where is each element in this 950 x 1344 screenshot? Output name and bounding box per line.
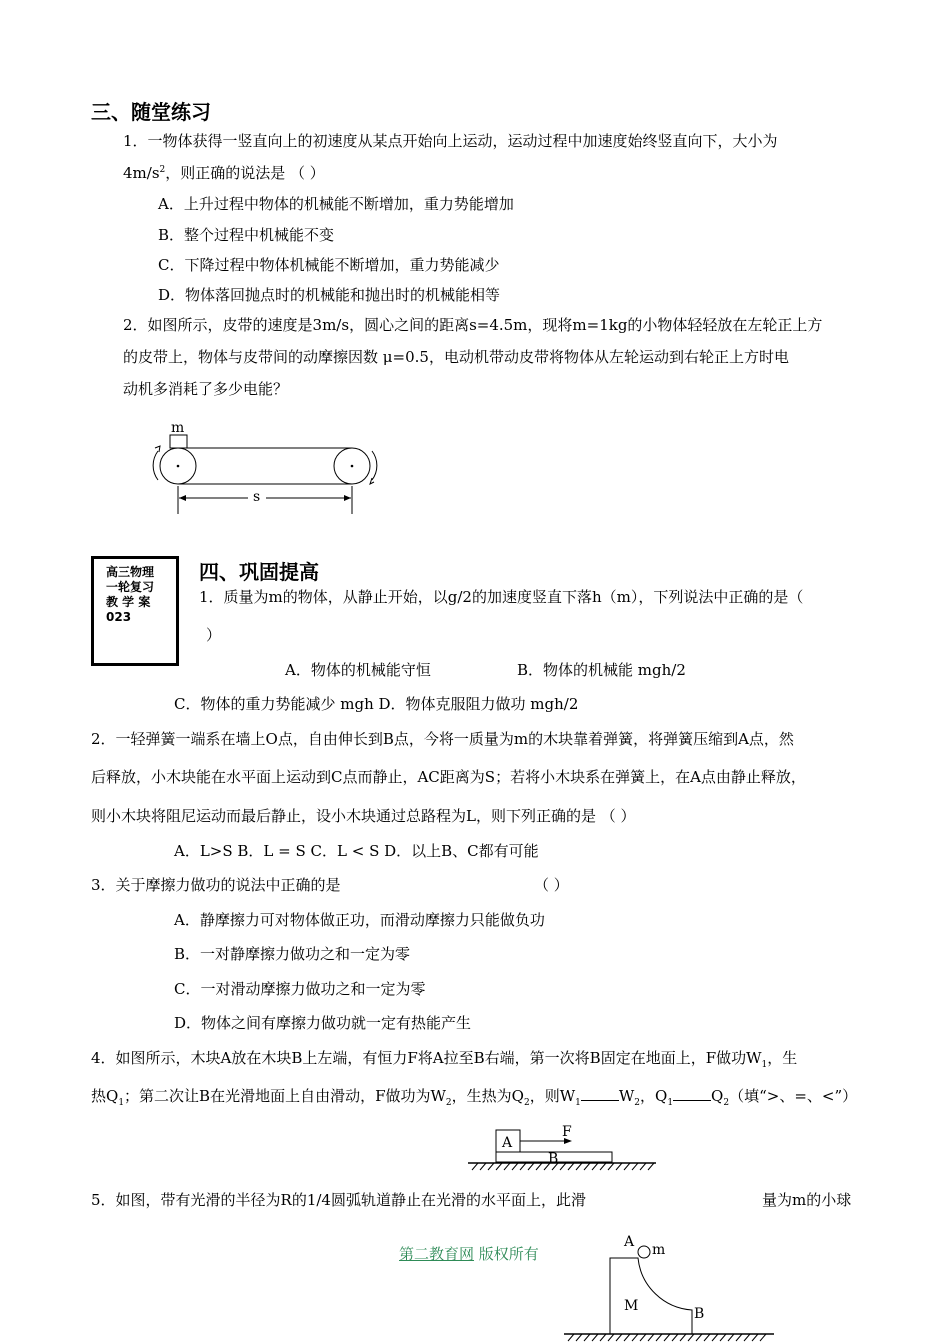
- s3-q1-option-b: B．整个过程中机械能不变: [158, 226, 335, 244]
- right-arrow-head: [370, 478, 374, 484]
- stamp-line-1: 高三物理: [106, 565, 155, 579]
- s4-q3-option-b: B．一对静摩擦力做功之和一定为零: [174, 945, 411, 963]
- footer-copyright: [399, 1243, 539, 1264]
- block-b-label: B: [548, 1151, 559, 1167]
- s4-q2-line3: 则小木块将阻尼运动而最后静止，设小木块通过总路程为L，则下列正确的是 （ ）: [91, 807, 636, 825]
- s4-q3-option-a: A．静摩擦力可对物体做正功，而滑动摩擦力只能做负功: [174, 911, 545, 929]
- ground-hatch: [472, 1163, 654, 1170]
- small-ball: [638, 1246, 650, 1258]
- answer-blank-w[interactable]: [581, 1086, 619, 1101]
- arc-track-diagram: [560, 1228, 780, 1344]
- dim-arrow-right: [344, 495, 351, 501]
- section3-title: 三、随堂练习: [91, 100, 211, 124]
- s3-q1-line2: $4m/s^2$，则正确的说法是 （ ）: [123, 164, 325, 182]
- s3-q2-line3: 动机多消耗了多少电能？: [123, 380, 289, 398]
- s4-q1-option-b: B．物体的机械能 mgh/2: [517, 661, 686, 679]
- course-stamp: [91, 556, 179, 666]
- s4-q5-line1-left: 5．如图，带有光滑的半径为R的1/4圆弧轨道静止在光滑的水平面上，此滑: [91, 1191, 586, 1209]
- s4-q1-line2: ）: [206, 626, 222, 644]
- s3-q2-line2: 的皮带上，物体与皮带间的动摩擦因数 μ=0.5，电动机带动皮带将物体从左轮运动到右轮正上方时电: [123, 348, 789, 366]
- s4-q3-option-c: C．一对滑动摩擦力做功之和一定为零: [174, 980, 426, 998]
- s3-q1-line1: 1．一物体获得一竖直向上的初速度从某点开始向上运动，运动过程中加速度始终竖直向下，大小为: [123, 132, 778, 150]
- mass-label: m: [171, 420, 185, 436]
- s4-q2-line2: 后释放，小木块能在水平面上运动到C点而静止，AC距离为S；若将小木块系在弹簧上，在A点由静止释放，: [91, 768, 806, 786]
- s4-q1-line1: 1．质量为m的物体，从静止开始，以g/2的加速度竖直下落h（m），下列说法中正确的是（: [199, 588, 804, 606]
- point-b-label: B: [694, 1306, 705, 1322]
- s3-q1-option-a: A．上升过程中物体的机械能不断增加，重力势能增加: [158, 195, 514, 213]
- right-rotation-arrow: [372, 451, 377, 480]
- answer-blank-q[interactable]: [673, 1086, 711, 1101]
- s4-q5-line1-right: 量为m的小球: [762, 1191, 852, 1209]
- point-a-label: A: [624, 1234, 635, 1250]
- left-wheel-center: [177, 465, 180, 468]
- section4-title: 四、巩固提高: [199, 560, 319, 584]
- s4-q1-option-a: A．物体的机械能守恒: [285, 661, 431, 679]
- stamp-line-2: 一轮复习: [106, 580, 155, 594]
- s4-q1-option-cd: C．物体的重力势能减少 mgh D．物体克服阻力做功 mgh/2: [174, 695, 579, 713]
- stamp-line-3: 教 学 案: [106, 595, 151, 609]
- s4-q4-line1: 4．如图所示，木块A放在木块B上左端，有恒力F将A拉至B右端，第一次将B固定在地面上，F做功$W_1$，生: [91, 1049, 798, 1070]
- s3-q1-option-c: C．下降过程中物体机械能不断增加，重力势能减少: [158, 256, 500, 274]
- left-rotation-arrow: [153, 451, 158, 480]
- right-wheel-center: [351, 465, 354, 468]
- belt-diagram: [138, 418, 398, 518]
- block-diagram: [466, 1122, 666, 1172]
- distance-label: s: [253, 489, 261, 505]
- footer-text: 版权所有: [474, 1245, 539, 1263]
- mass-block: [170, 435, 187, 448]
- force-label: F: [562, 1124, 572, 1140]
- s4-q3-option-d: D．物体之间有摩擦力做功就一定有热能产生: [174, 1014, 472, 1032]
- dim-arrow-left: [179, 495, 186, 501]
- floor-hatch: [568, 1334, 766, 1341]
- s3-q1-option-d: D．物体落回抛点时的机械能和抛出时的机械能相等: [158, 286, 501, 304]
- s4-q4-line2: 热$Q_1$；第二次让B在光滑地面上自由滑动，F做功为$W_2$，生热为$Q_2$，则$W_1$ $W_2$，$Q_1$ $Q_2$（填“>、=、<”）: [91, 1087, 858, 1108]
- track-mass-label: M: [624, 1298, 639, 1314]
- block-a-label: A: [502, 1135, 513, 1151]
- ball-mass-label: m: [652, 1242, 666, 1258]
- footer-link[interactable]: 第二教育网: [399, 1245, 475, 1263]
- s4-q3-paren: （ ）: [534, 876, 569, 894]
- s4-q2-options: A．L>S B．L = S C．L < S D．以上B、C都有可能: [174, 842, 539, 860]
- s4-q3-line1: 3．关于摩擦力做功的说法中正确的是: [91, 876, 341, 894]
- s4-q2-line1: 2．一轻弹簧一端系在墙上O点，自由伸长到B点，今将一质量为m的木块靠着弹簧，将弹簧压缩到A点，然: [91, 730, 794, 748]
- stamp-line-4: 023: [106, 610, 132, 624]
- s3-q2-line1: 2．如图所示，皮带的速度是3m/s，圆心之间的距离s=4.5m，现将m=1kg的小物体轻轻放在左轮正上方: [123, 316, 823, 334]
- track-body: [610, 1258, 692, 1334]
